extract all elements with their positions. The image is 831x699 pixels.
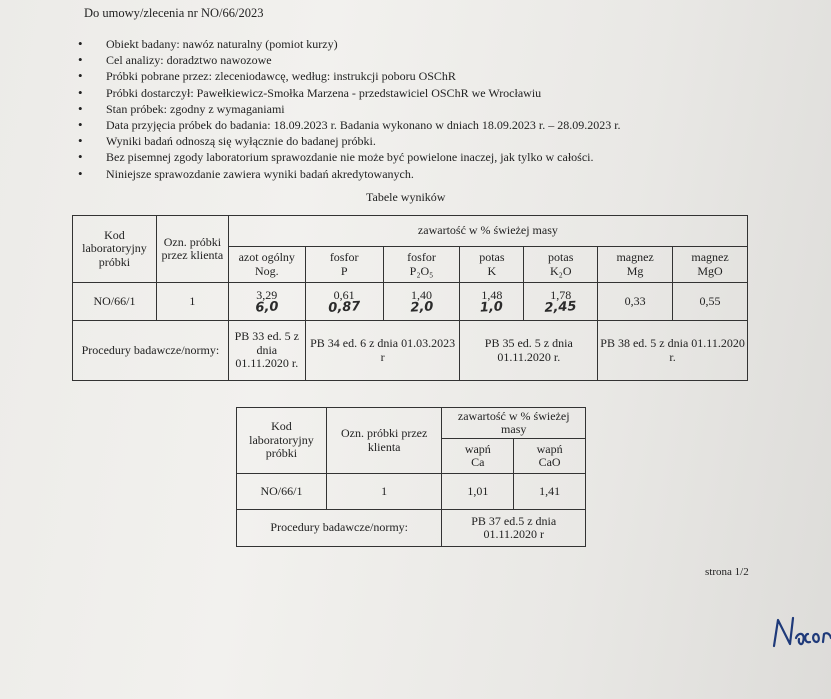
results-table-2 [236, 407, 586, 547]
procedure-phosphorus: PB 34 ed. 6 z dnia 01.03.2023 r [305, 321, 460, 381]
handwritten-value: 6,0 [254, 299, 279, 316]
list-item: • Wyniki badań odnoszą się wyłącznie do badanej próbki. [76, 133, 621, 149]
list-item: • Cel analizy: doradztwo nawozowe [76, 52, 621, 68]
handwritten-value: 2,0 [409, 299, 434, 316]
handwritten-value: 0,87 [327, 299, 361, 317]
procedure-calcium: PB 37 ed.5 z dnia 01.11.2020 r [442, 510, 586, 547]
list-item: • Próbki dostarczył: Pawełkiewicz-Smołka Marzena - przedstawiciel OSChR we Wrocławiu [76, 85, 621, 101]
list-item: • Próbki pobrane przez: zleceniodawcę, według: instrukcji poboru OSChR [76, 68, 621, 84]
header-calcium: wapń Ca [442, 439, 514, 474]
tables-title: Tabele wyników [366, 190, 446, 204]
header-potassium: potas K [460, 247, 524, 283]
procedure-nitrogen: PB 33 ed. 5 z dnia 01.11.2020 r. [228, 321, 305, 381]
cell-value: 1,78 2,45 [524, 283, 598, 321]
header-magnesium: magnez Mg [598, 247, 673, 283]
header-k2o: potas K₂O [524, 247, 598, 283]
contract-number: Do umowy/zlecenia nr NO/66/2023 [84, 6, 264, 20]
cell-value: 0,61 0,87 [305, 283, 383, 321]
cell-value: 0,55 [673, 283, 748, 321]
cell-lab-code: NO/66/1 [237, 474, 327, 510]
info-list [76, 36, 621, 182]
procedure-magnesium: PB 38 ed. 5 z dnia 01.11.2020 r. [598, 321, 748, 381]
handwritten-value: 2,45 [544, 299, 578, 317]
list-item: • Niniejsze sprawozdanie zawiera wyniki badań akredytowanych. [76, 166, 621, 182]
cell-lab-code: NO/66/1 [73, 283, 157, 321]
header-lab-code: Kod laboratoryjny próbki [73, 216, 157, 283]
handwritten-signature [770, 612, 831, 657]
header-content-group: zawartość w % świeżej masy [228, 216, 747, 247]
cell-value: 1,41 [514, 474, 586, 510]
cell-client-id: 1 [156, 283, 228, 321]
cell-value: 0,33 [598, 283, 673, 321]
header-cao: wapń CaO [514, 439, 586, 474]
cell-client-id: 1 [326, 474, 442, 510]
header-mgo: magnez MgO [673, 247, 748, 283]
handwritten-value: 1,0 [479, 299, 504, 316]
list-item: • Obiekt badany: nawóz naturalny (pomiot kurzy) [76, 36, 621, 52]
procedure-potassium: PB 35 ed. 5 z dnia 01.11.2020 r. [460, 321, 598, 381]
header-p2o5: fosfor P₂O₅ [383, 247, 460, 283]
header-nitrogen: azot ogólny Nog. [228, 247, 305, 283]
header-lab-code: Kod laboratoryjny próbki [237, 408, 327, 474]
list-item: • Data przyjęcia próbek do badania: 18.09.2023 r. Badania wykonano w dniach 18.09.2023 r. – 28.09.2023 r. [76, 117, 621, 133]
header-phosphorus: fosfor P [305, 247, 383, 283]
cell-value: 1,48 1,0 [460, 283, 524, 321]
header-client-id: Ozn. próbki przez klienta [326, 408, 442, 474]
procedures-label: Procedury badawcze/normy: [237, 510, 442, 547]
results-table-1 [72, 215, 748, 381]
table-row [73, 283, 748, 321]
header-client-id: Ozn. próbki przez klienta [156, 216, 228, 283]
list-item: • Stan próbek: zgodny z wymaganiami [76, 101, 621, 117]
cell-value: 3,29 6,0 [228, 283, 305, 321]
list-item: • Bez pisemnej zgody laboratorium sprawozdanie nie może być powielone inaczej, jak tylko w całości. [76, 149, 621, 165]
header-content-group: zawartość w % świeżej masy [442, 408, 586, 439]
table-row [237, 474, 586, 510]
cell-value: 1,40 2,0 [383, 283, 460, 321]
cell-value: 1,01 [442, 474, 514, 510]
procedures-label: Procedury badawcze/normy: [73, 321, 229, 381]
page-number: strona 1/2 [705, 566, 749, 578]
